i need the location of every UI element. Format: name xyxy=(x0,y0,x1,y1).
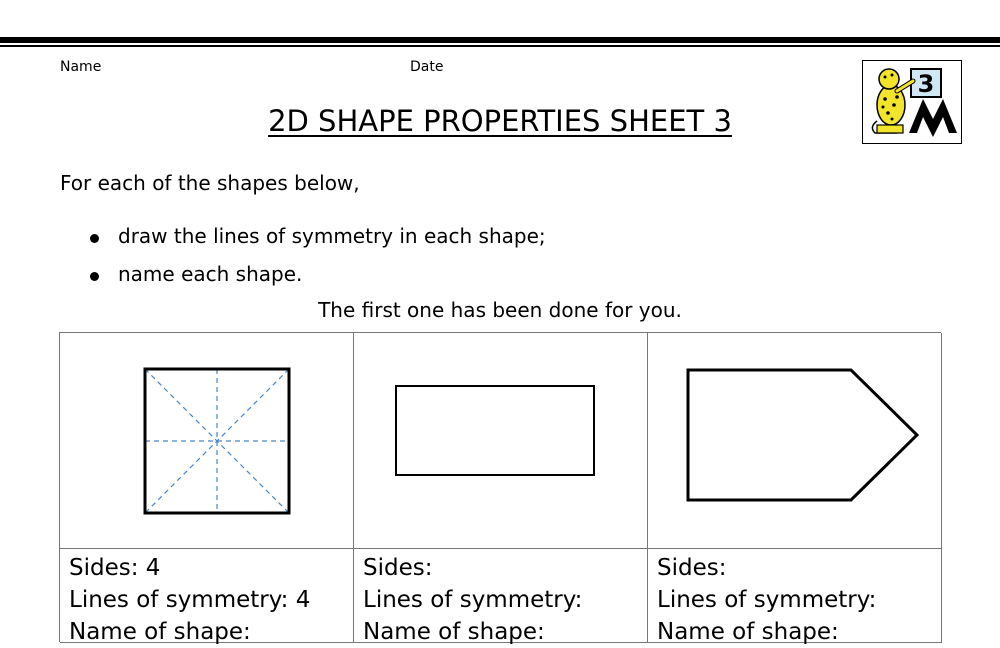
header-rule-thin xyxy=(0,45,1000,47)
rectangle-icon xyxy=(354,333,647,548)
date-label: Date xyxy=(410,59,444,75)
square-with-symmetry-lines-icon xyxy=(60,333,353,548)
instruction-bullet: draw the lines of symmetry in each shape; xyxy=(90,224,546,262)
symmetry-label: Lines of symmetry: xyxy=(363,587,583,613)
pentagon-arrow-icon xyxy=(648,333,941,548)
logo-number: 3 xyxy=(917,70,935,98)
instructions-note: The first one has been done for you. xyxy=(318,298,682,322)
shape-info-2[interactable] xyxy=(354,549,648,643)
sides-label: Sides: xyxy=(363,555,433,581)
instructions-intro: For each of the shapes below, xyxy=(60,171,360,195)
shape-name-label: Name of shape: xyxy=(657,619,839,645)
sides-label: Sides: 4 xyxy=(69,555,161,581)
symmetry-label: Lines of symmetry: 4 xyxy=(69,587,311,613)
header-rule-thick xyxy=(0,37,1000,43)
shape-cell-2[interactable] xyxy=(354,333,648,549)
shapes-table xyxy=(59,332,941,645)
name-label: Name xyxy=(60,59,102,75)
page-title: 2D SHAPE PROPERTIES SHEET 3 xyxy=(268,104,732,138)
sides-label: Sides: xyxy=(657,555,727,581)
instruction-bullet: name each shape. xyxy=(90,262,546,300)
instruction-list xyxy=(90,224,546,300)
shape-cell-3[interactable] xyxy=(648,333,942,549)
shape-name-label: Name of shape: xyxy=(69,619,251,645)
shape-info-3[interactable] xyxy=(648,549,942,643)
shape-cell-1 xyxy=(60,333,354,549)
shape-info-1 xyxy=(60,549,354,643)
symmetry-label: Lines of symmetry: xyxy=(657,587,877,613)
shape-name-label: Name of shape: xyxy=(363,619,545,645)
